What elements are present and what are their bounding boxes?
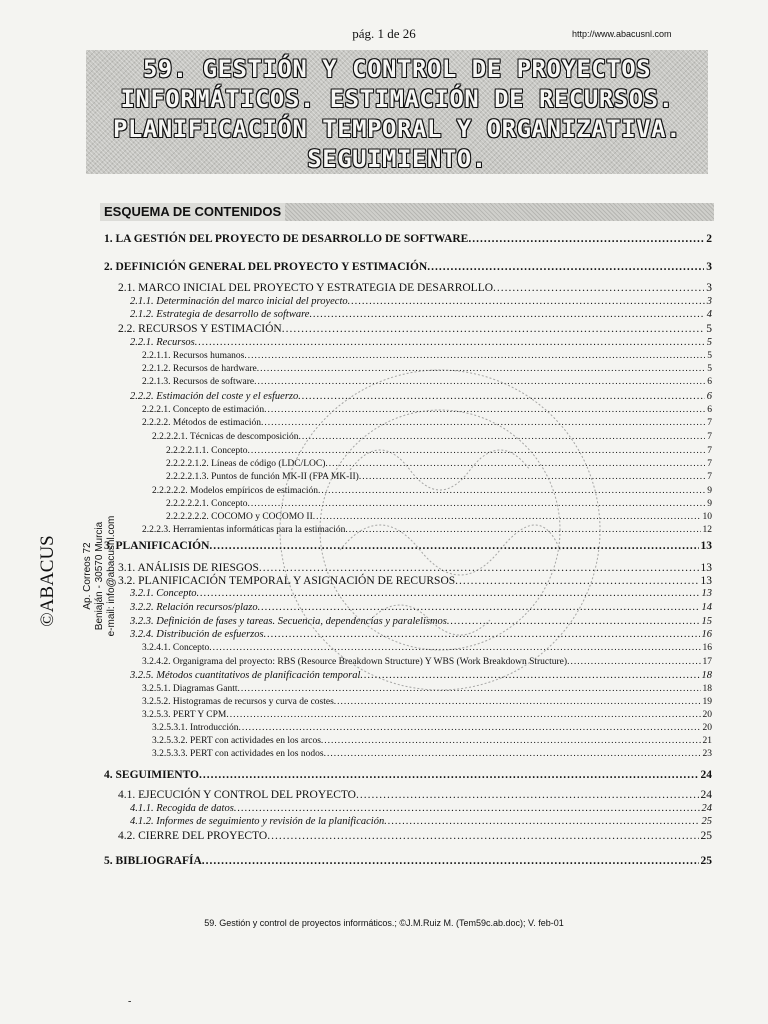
toc-entry-label: 3.2.4.1. Concepto	[142, 643, 210, 653]
toc-entry-page: 3	[706, 261, 712, 273]
toc-entry[interactable]	[152, 749, 712, 759]
toc-entry[interactable]	[130, 602, 712, 613]
toc-entry-page: 5	[707, 364, 712, 374]
contents-heading: ESQUEMA DE CONTENIDOS	[100, 203, 285, 221]
toc-entry-label: 4.1. EJECUCIÓN Y CONTROL DEL PROYECTO	[118, 789, 356, 801]
toc-leader-dots	[195, 337, 705, 348]
toc-leader-dots	[254, 377, 705, 387]
toc-entry-label: 2.1.2. Estrategia de desarrollo de software	[130, 309, 310, 320]
toc-leader-dots	[258, 602, 700, 613]
toc-entry[interactable]	[130, 629, 712, 640]
toc-entry[interactable]	[166, 512, 712, 522]
document-title-banner	[86, 50, 708, 174]
toc-entry-page: 24	[700, 769, 712, 781]
header-url: http://www.abacusnl.com	[572, 29, 672, 39]
toc-entry-label: 2.2. RECURSOS Y ESTIMACIÓN	[118, 323, 282, 335]
toc-entry-label: 3.2.4. Distribución de esfuerzos	[130, 629, 264, 640]
toc-leader-dots	[447, 616, 700, 627]
toc-entry[interactable]	[130, 309, 712, 320]
toc-entry[interactable]	[142, 657, 712, 667]
toc-entry[interactable]	[130, 616, 712, 627]
toc-entry-page: 10	[702, 512, 712, 522]
toc-entry[interactable]	[142, 643, 712, 653]
publisher-sidebar	[20, 460, 117, 710]
toc-entry[interactable]	[130, 670, 712, 681]
toc-entry-label: 3. PLANIFICACIÓN	[104, 540, 210, 552]
toc-entry-label: 2.2.2.3. Herramientas informáticas para la estimación	[142, 525, 346, 535]
toc-leader-dots	[356, 789, 699, 801]
toc-entry[interactable]	[118, 282, 712, 294]
toc-entry-label: 2.2.2.2.1.2. Líneas de código (LDC/LOC)	[166, 459, 326, 469]
toc-entry-page: 24	[701, 803, 712, 814]
toc-entry-label: 4. SEGUIMIENTO	[104, 769, 200, 781]
toc-entry-label: 4.2. CIERRE DEL PROYECTO	[118, 830, 268, 842]
toc-leader-dots	[567, 657, 700, 667]
toc-entry[interactable]	[130, 296, 712, 307]
toc-entry[interactable]	[166, 472, 712, 482]
toc-leader-dots	[309, 309, 704, 320]
toc-leader-dots	[334, 697, 701, 707]
toc-leader-dots	[298, 391, 704, 402]
toc-entry-page: 15	[701, 616, 712, 627]
toc-entry-label: 2.2.2.1. Concepto de estimación	[142, 405, 265, 415]
toc-leader-dots	[299, 432, 706, 442]
toc-leader-dots	[345, 525, 700, 535]
toc-entry[interactable]	[104, 261, 712, 273]
toc-entry[interactable]	[166, 499, 712, 509]
address-line-1: Ap. Correos 72	[82, 542, 93, 610]
toc-leader-dots	[318, 486, 705, 496]
toc-entry-label: 2.2.1.1. Recursos humanos	[142, 351, 245, 361]
toc-entry[interactable]	[130, 803, 712, 814]
toc-entry-label: 3.2.5.3.2. PERT con actividades en los arcos	[152, 736, 321, 746]
toc-entry-label: 3.2.1. Concepto	[130, 588, 197, 599]
toc-entry-label: 3.2.5.3.3. PERT con actividades en los nodos	[152, 749, 324, 759]
toc-entry[interactable]	[104, 540, 712, 552]
toc-entry-label: 3.2.5.1. Diagramas Gantt	[142, 684, 238, 694]
toc-entry-page: 13	[700, 575, 712, 587]
toc-entry-page: 3	[706, 296, 712, 307]
toc-entry-label: 2.2.2.2.1.3. Puntos de función MK-II (FPA MK-II)	[166, 472, 359, 482]
toc-entry[interactable]	[142, 351, 712, 361]
toc-entry-label: 2.1.1. Determinación del marco inicial del proyecto	[130, 296, 348, 307]
toc-entry[interactable]	[130, 816, 712, 827]
toc-entry-label: 3.2.5.3. PERT Y CPM	[142, 710, 227, 720]
toc-entry-page: 6	[707, 377, 712, 387]
toc-leader-dots	[197, 588, 700, 599]
toc-entry-label: 3.1. ANÁLISIS DE RIESGOS	[118, 562, 259, 574]
toc-entry[interactable]	[118, 789, 712, 801]
toc-leader-dots	[267, 830, 698, 842]
toc-entry-label: 2.2.2.2.1.1. Concepto	[166, 446, 248, 456]
toc-entry-page: 7	[707, 446, 712, 456]
toc-entry[interactable]	[130, 588, 712, 599]
toc-entry-label: 3.2.5.3.1. Introducción	[152, 723, 239, 733]
toc-entry-label: 2.1. MARCO INICIAL DEL PROYECTO Y ESTRATEGIA DE DESARROLLO	[118, 282, 494, 294]
toc-entry-page: 19	[702, 697, 712, 707]
toc-entry-page: 12	[702, 525, 712, 535]
toc-leader-dots	[248, 446, 706, 456]
toc-entry[interactable]	[142, 364, 712, 374]
toc-leader-dots	[248, 499, 706, 509]
toc-entry-label: 3.2.2. Relación recursos/plazo	[130, 602, 258, 613]
toc-entry-page: 18	[702, 684, 712, 694]
toc-entry-page: 6	[706, 391, 712, 402]
toc-leader-dots	[313, 512, 701, 522]
toc-entry-label: 2.2.2.2.2.1. Concepto	[166, 499, 248, 509]
toc-leader-dots	[238, 684, 701, 694]
toc-entry-label: 3.2.4.2. Organigrama del proyecto: RBS (Resource Breakdown Structure) Y WBS (Work Breakdown Structure)	[142, 657, 568, 667]
toc-entry-page: 24	[700, 789, 712, 801]
toc-entry[interactable]	[104, 855, 712, 867]
toc-leader-dots	[209, 643, 700, 653]
toc-entry-label: 1. LA GESTIÓN DEL PROYECTO DE DESARROLLO DE SOFTWARE	[104, 233, 469, 245]
toc-entry[interactable]	[152, 432, 712, 442]
toc-entry-page: 4	[706, 309, 712, 320]
toc-leader-dots	[427, 261, 704, 273]
toc-entry[interactable]	[142, 377, 712, 387]
toc-entry-page: 16	[702, 643, 712, 653]
toc-leader-dots	[455, 575, 698, 587]
toc-entry[interactable]	[118, 830, 712, 842]
toc-entry-page: 18	[701, 670, 712, 681]
toc-entry-page: 7	[707, 418, 712, 428]
title-line-4: SEGUIMIENTO.	[307, 145, 487, 173]
toc-leader-dots	[359, 472, 705, 482]
toc-entry-label: 4.1.1. Recogida de datos	[130, 803, 234, 814]
toc-leader-dots	[493, 282, 704, 294]
toc-entry-page: 25	[700, 855, 712, 867]
toc-leader-dots	[234, 803, 700, 814]
toc-entry-page: 20	[702, 723, 712, 733]
toc-leader-dots	[226, 710, 700, 720]
publisher-brand: ©ABACUS	[37, 535, 58, 627]
toc-entry-label: 2.2.2.2. Métodos de estimación	[142, 418, 261, 428]
toc-entry[interactable]	[142, 418, 712, 428]
page-number: pág. 1 de 26	[352, 26, 416, 41]
toc-leader-dots	[282, 323, 705, 335]
toc-entry-page: 5	[707, 351, 712, 361]
toc-entry-page: 5	[706, 323, 712, 335]
toc-leader-dots	[348, 296, 705, 307]
toc-entry-page: 16	[701, 629, 712, 640]
toc-entry[interactable]	[130, 391, 712, 402]
toc-entry[interactable]	[152, 723, 712, 733]
toc-leader-dots	[199, 769, 698, 781]
toc-entry-page: 17	[702, 657, 712, 667]
toc-entry-page: 9	[707, 486, 712, 496]
toc-entry-label: 3.2.5. Métodos cuantitativos de planificación temporal	[130, 670, 361, 681]
toc-entry-page: 23	[702, 749, 712, 759]
toc-leader-dots	[384, 816, 699, 827]
contents-heading-bar	[100, 203, 714, 221]
toc-entry-label: 2.2.2.2.2. Modelos empíricos de estimación	[152, 486, 318, 496]
toc-entry[interactable]	[104, 233, 712, 245]
toc-leader-dots	[244, 351, 705, 361]
toc-entry[interactable]	[142, 525, 712, 535]
toc-entry[interactable]	[104, 769, 712, 781]
toc-entry-page: 7	[707, 432, 712, 442]
toc-leader-dots	[325, 459, 705, 469]
toc-entry-label: 2.2.2. Estimación del coste y el esfuerzo	[130, 391, 299, 402]
toc-leader-dots	[209, 540, 698, 552]
toc-leader-dots	[360, 670, 699, 681]
toc-entry[interactable]	[142, 710, 712, 720]
toc-entry-label: 2.2.1. Recursos	[130, 337, 195, 348]
toc-entry-label: 3.2.5.2. Histogramas de recursos y curva de costes	[142, 697, 334, 707]
toc-entry[interactable]	[152, 486, 712, 496]
toc-entry-label: 3.2.3. Definición de fases y tareas. Secuencia, dependencias y paralelismos	[130, 616, 447, 627]
toc-entry[interactable]	[142, 684, 712, 694]
toc-entry-page: 9	[707, 499, 712, 509]
toc-entry[interactable]	[130, 337, 712, 348]
toc-entry-page: 5	[706, 337, 712, 348]
toc-entry[interactable]	[152, 736, 712, 746]
toc-leader-dots	[264, 629, 700, 640]
toc-entry-page: 20	[702, 710, 712, 720]
toc-entry[interactable]	[118, 323, 712, 335]
title-line-3: PLANIFICACIÓN TEMPORAL Y ORGANIZATIVA.	[112, 115, 682, 143]
title-line-2: INFORMÁTICOS. ESTIMACIÓN DE RECURSOS.	[120, 85, 674, 113]
toc-entry-page: 7	[707, 472, 712, 482]
toc-entry-page: 14	[701, 602, 712, 613]
toc-leader-dots	[257, 364, 705, 374]
toc-entry-page: 25	[701, 816, 712, 827]
address-line-3: e-mail: info@abacusnl.com	[106, 515, 117, 637]
corner-mark: -	[128, 996, 132, 1007]
toc-leader-dots	[261, 418, 705, 428]
toc-entry-page: 3	[706, 282, 712, 294]
toc-leader-dots	[264, 405, 705, 415]
toc-entry-label: 2.2.1.3. Recursos de software	[142, 377, 255, 387]
toc-entry[interactable]	[166, 459, 712, 469]
toc-entry-label: 2.2.2.2.2.2. COCOMO y COCOMO II	[166, 512, 313, 522]
toc-entry-page: 6	[707, 405, 712, 415]
toc-entry-label: 4.1.2. Informes de seguimiento y revisión de la planificación	[130, 816, 385, 827]
toc-entry-label: 2.2.2.2.1. Técnicas de descomposición	[152, 432, 299, 442]
toc-entry-label: 2.2.1.2. Recursos de hardware	[142, 364, 257, 374]
address-line-2: Beniaján - 30570 Murcia	[94, 521, 105, 631]
toc-entry[interactable]	[118, 575, 712, 587]
toc-leader-dots	[468, 233, 704, 245]
page-footer: 59. Gestión y control de proyectos informáticos.; ©J.M.Ruiz M. (Tem59c.ab.doc); V. feb-01	[204, 918, 564, 928]
toc-entry[interactable]	[142, 697, 712, 707]
toc-entry[interactable]	[118, 562, 712, 574]
toc-entry-page: 13	[701, 588, 712, 599]
title-line-1: 59. GESTIÓN Y CONTROL DE PROYECTOS	[142, 55, 652, 83]
toc-leader-dots	[324, 749, 701, 759]
toc-entry-page: 13	[700, 562, 712, 574]
toc-leader-dots	[239, 723, 701, 733]
toc-entry-label: 5. BIBLIOGRAFÍA	[104, 855, 202, 867]
toc-entry[interactable]	[166, 446, 712, 456]
toc-entry-page: 2	[706, 233, 712, 245]
toc-leader-dots	[202, 855, 699, 867]
toc-entry[interactable]	[142, 405, 712, 415]
toc-entry-page: 25	[700, 830, 712, 842]
toc-entry-page: 7	[707, 459, 712, 469]
toc-leader-dots	[259, 562, 699, 574]
toc-entry-page: 21	[702, 736, 712, 746]
toc-entry-label: 3.2. PLANIFICACIÓN TEMPORAL Y ASIGNACIÓN DE RECURSOS	[118, 575, 456, 587]
toc-entry-page: 13	[700, 540, 712, 552]
toc-leader-dots	[321, 736, 701, 746]
toc-entry-label: 2. DEFINICIÓN GENERAL DEL PROYECTO Y ESTIMACIÓN	[104, 261, 428, 273]
